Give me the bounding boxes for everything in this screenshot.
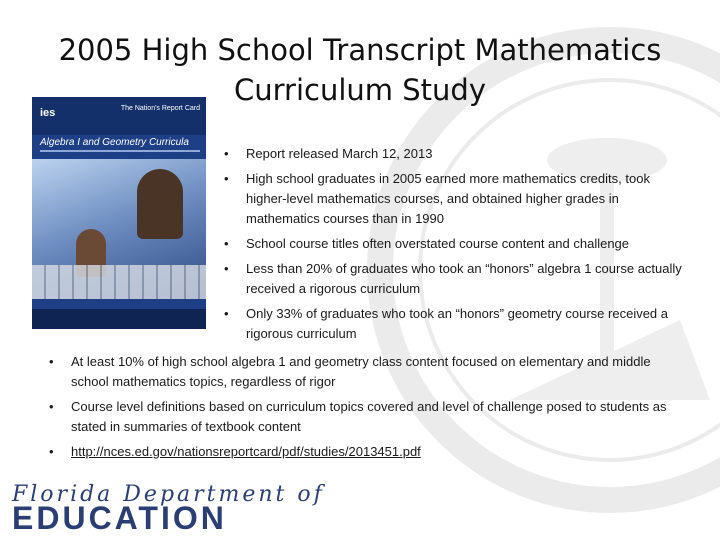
list-item: • High school graduates in 2005 earned more mathematics credits, took higher-level mathematics courses, and obtained higher grades in mathematics courses than in 1990 — [224, 171, 650, 226]
list-item: • http://nces.ed.gov/nationsreportcard/pdf/studies/2013451.pdf — [49, 444, 421, 459]
cover-heading: Algebra I and Geometry Curricula — [40, 137, 189, 148]
student-figure — [137, 169, 183, 239]
slide-title: 2005 High School Transcript Mathematics Curriculum Study — [58, 33, 662, 107]
fdoe-logo-script: Florida Department of — [12, 482, 325, 507]
list-item: • Only 33% of graduates who took an “honors” geometry course received a rigorous curriculum — [224, 306, 669, 341]
study-pdf-link[interactable]: http://nces.ed.gov/nationsreportcard/pdf/studies/2013451.pdf — [71, 444, 421, 459]
list-item: • Less than 20% of graduates who took an “honors” algebra 1 course actually received a rigorous curriculum — [224, 261, 682, 296]
bullet-list-right — [224, 144, 686, 349]
list-item: • Report released March 12, 2013 — [224, 146, 433, 161]
calculator-keys — [32, 265, 206, 299]
fdoe-logo-wordmark: EDUCATION — [12, 500, 227, 536]
nations-report-card-logo: The Nation's Report Card — [120, 105, 200, 112]
list-item: • Course level definitions based on curriculum topics covered and level of challenge posed to students as stated in summaries of textbook content — [49, 399, 667, 434]
ies-logo: ies — [40, 107, 56, 119]
report-cover-image — [32, 97, 206, 329]
bullet-list-full — [49, 352, 671, 467]
list-item: • At least 10% of high school algebra 1 and geometry class content focused on elementary and middle school mathematics topics, regardless of rigor — [49, 354, 651, 389]
list-item: • School course titles often overstated course content and challenge — [224, 236, 630, 251]
